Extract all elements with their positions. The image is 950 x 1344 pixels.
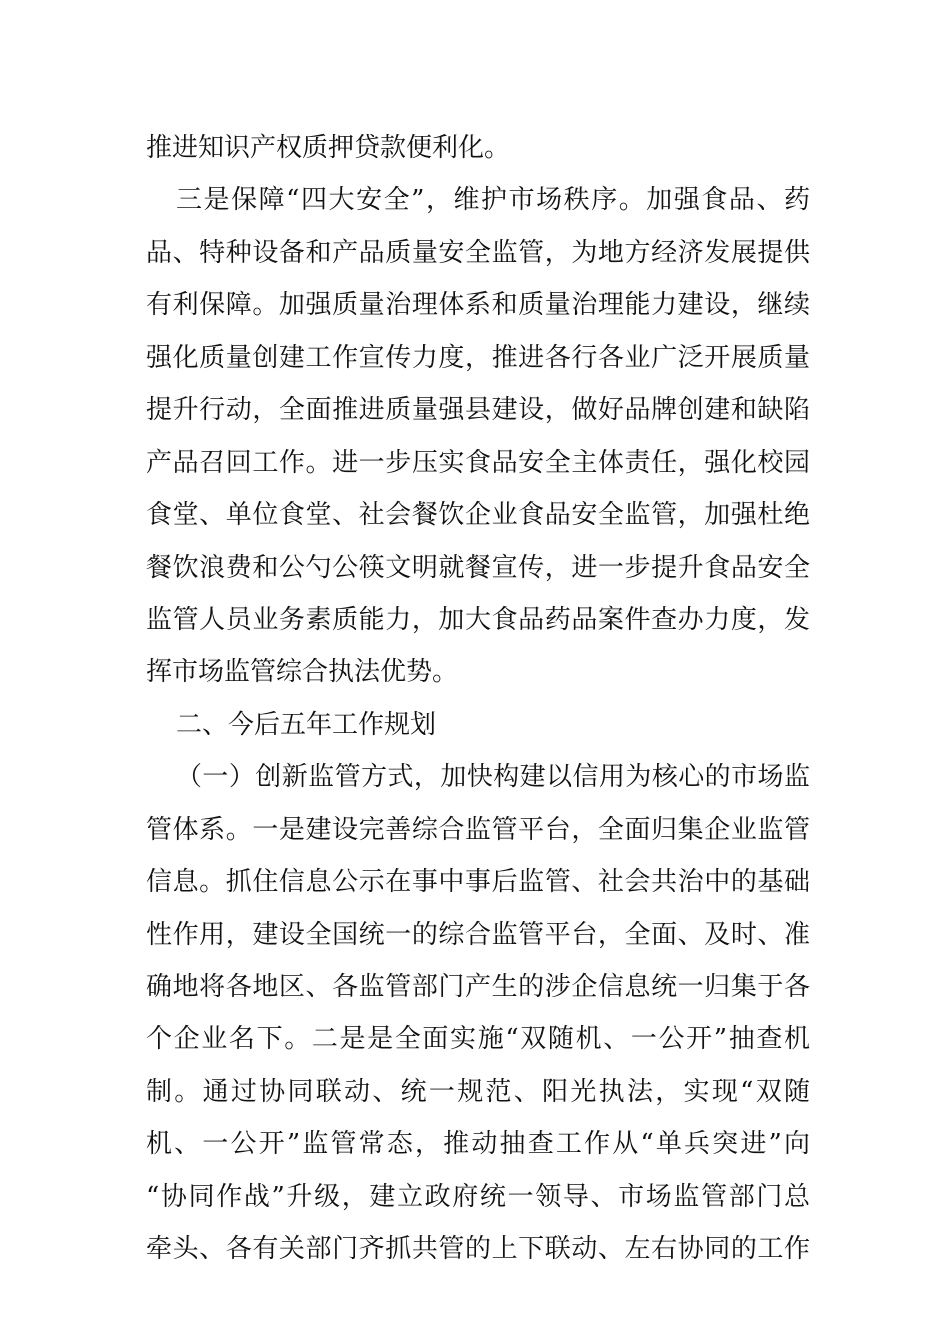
text-line: 管体系。一是建设完善综合监管平台，全面归集企业监管 xyxy=(146,814,810,845)
text-line: 个企业名下。二是是全面实施“双随机、一公开”抽查机 xyxy=(146,1024,810,1055)
paragraph-start-line: （一）创新监管方式，加快构建以信用为核心的市场监 xyxy=(176,762,810,793)
text-line: 机、一公开”监管常态，推动抽查工作从“单兵突进”向 xyxy=(146,1129,810,1160)
text-line: 强化质量创建工作宣传力度，推进各行各业广泛开展质量 xyxy=(146,342,810,373)
text-line: 确地将各地区、各监管部门产生的涉企信息统一归集于各 xyxy=(146,972,810,1002)
paragraph-start-line: 三是保障“四大安全”，维护市场秩序。加强食品、药 xyxy=(176,185,810,216)
text-line: 牵头、各有关部门齐抓共管的上下联动、左右协同的工作 xyxy=(146,1234,810,1265)
text-line: 制。通过协同联动、统一规范、阳光执法，实现“双随 xyxy=(146,1076,810,1107)
text-line: “协同作战”升级，建立政府统一领导、市场监管部门总 xyxy=(146,1181,810,1212)
text-line: 品、特种设备和产品质量安全监管，为地方经济发展提供 xyxy=(146,237,810,268)
body-text xyxy=(146,122,810,1276)
section-heading: 二、今后五年工作规划 xyxy=(176,709,437,740)
text-line: 有利保障。加强质量治理体系和质量治理能力建设，继续 xyxy=(146,290,810,321)
text-line: 挥市场监管综合执法优势。 xyxy=(146,657,459,688)
text-line: 食堂、单位食堂、社会餐饮企业食品安全监管，加强杜绝 xyxy=(146,500,810,531)
text-line: 产品召回工作。进一步压实食品安全主体责任，强化校园 xyxy=(146,447,810,478)
text-line: 监管人员业务素质能力，加大食品药品案件查办力度，发 xyxy=(146,604,810,635)
text-line: 餐饮浪费和公勺公筷文明就餐宣传，进一步提升食品安全 xyxy=(146,552,810,583)
text-line: 提升行动，全面推进质量强县建设，做好品牌创建和缺陷 xyxy=(146,395,810,426)
text-line: 信息。抓住信息公示在事中事后监管、社会共治中的基础 xyxy=(146,867,810,898)
text-line: 性作用，建设全国统一的综合监管平台，全面、及时、准 xyxy=(146,919,810,950)
text-line: 推进知识产权质押贷款便利化。 xyxy=(146,133,511,163)
